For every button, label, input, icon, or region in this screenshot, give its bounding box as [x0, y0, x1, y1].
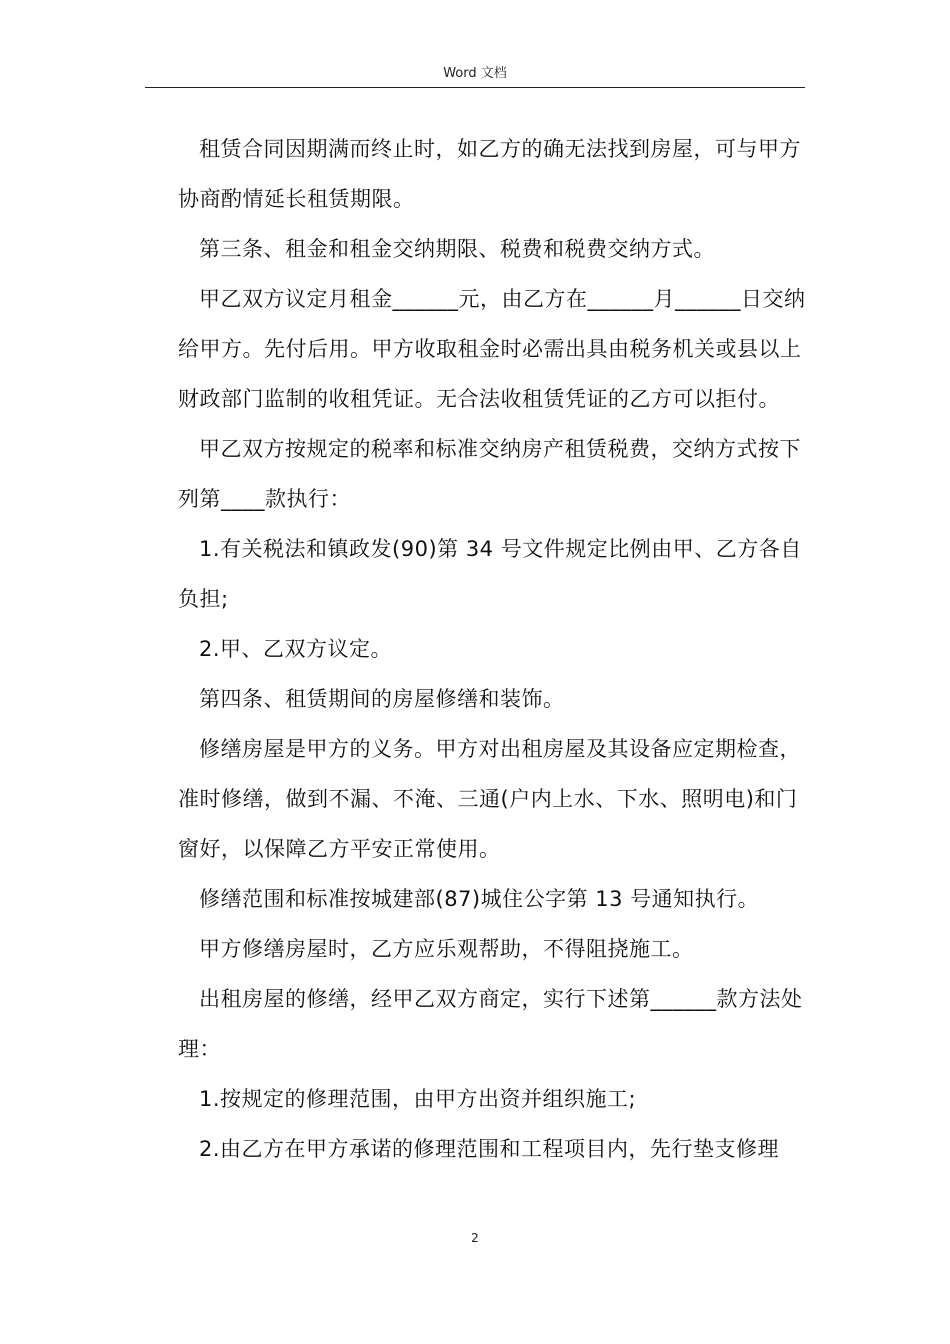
paragraph-repair-option-2: 2.由乙方在甲方承诺的修理范围和工程项目内，先行垫支修理: [199, 1137, 780, 1161]
document-body: [178, 124, 808, 1174]
paragraph-repair-duty: 修缮房屋是甲方的义务。甲方对出租房屋及其设备应定期检查，准时修缮，做到不漏、不淹、三通(户内上水、下水、照明电)和门窗好，以保障乙方平安正常使用。: [178, 737, 801, 861]
paragraph-repair-method: 出租房屋的修缮，经甲乙双方商定，实行下述第______款方法处理：: [178, 987, 803, 1061]
page-number: 2: [471, 1231, 479, 1245]
paragraph-tax-option-1: 1.有关税法和镇政发(90)第 34 号文件规定比例由甲、乙方各自负担;: [178, 537, 802, 611]
paragraph-repair-option-1: 1.按规定的修理范围，由甲方出资并组织施工;: [199, 1087, 637, 1111]
paragraph-monthly-rent: 甲乙双方议定月租金______元，由乙方在______月______日交纳给甲方。先付后用。甲方收取租金时必需出具由税务机关或县以上财政部门监制的收租凭证。无合法收租赁凭证的乙方可以拒付。: [178, 287, 806, 411]
paragraph-article-4-heading: 第四条、租赁期间的房屋修缮和装饰。: [199, 687, 565, 711]
paragraph-repair-cooperation: 甲方修缮房屋时，乙方应乐观帮助，不得阻挠施工。: [199, 937, 694, 961]
page-header: Word 文档: [443, 66, 507, 81]
paragraph-tax-payment: 甲乙双方按规定的税率和标准交纳房产租赁税费，交纳方式按下列第____款执行：: [178, 437, 801, 511]
paragraph-tax-option-2: 2.甲、乙双方议定。: [199, 637, 393, 661]
header-divider: [145, 87, 805, 88]
paragraph-repair-scope: 修缮范围和标准按城建部(87)城住公字第 13 号通知执行。: [199, 887, 760, 911]
paragraph-lease-extension: 租赁合同因期满而终止时，如乙方的确无法找到房屋，可与甲方协商酌情延长租赁期限。: [178, 137, 801, 211]
paragraph-article-3-heading: 第三条、租金和租金交纳期限、税费和税费交纳方式。: [199, 237, 715, 261]
